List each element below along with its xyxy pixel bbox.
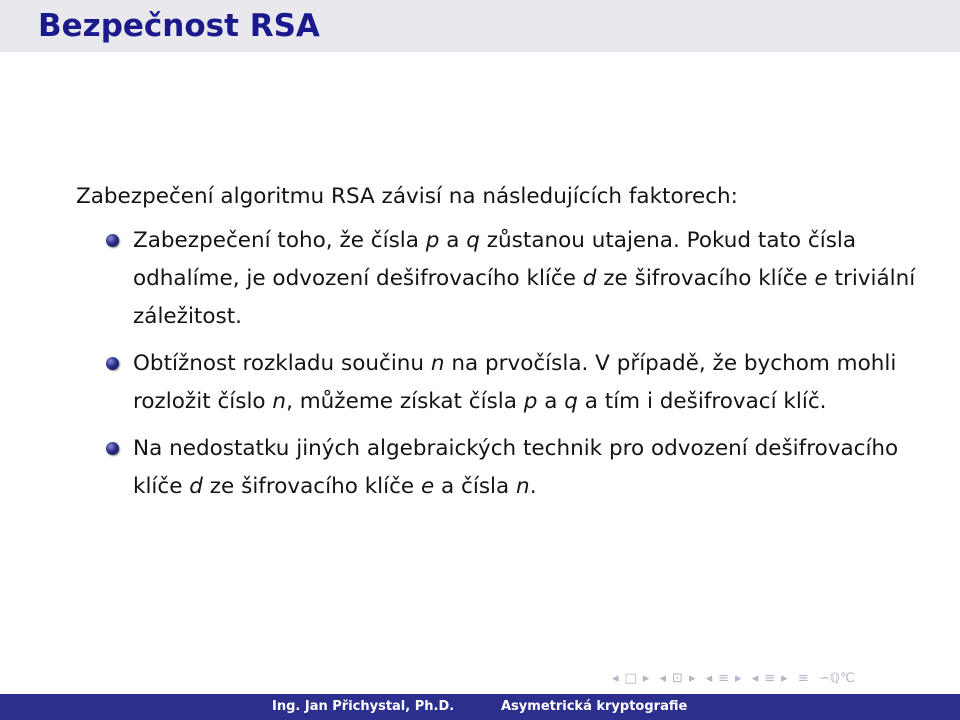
doc-prev-icon[interactable]: ◂ [751,671,759,686]
doc-next-icon[interactable]: ▸ [781,671,788,686]
bullet-item-1: Zabezpečení toho, že čísla p a q zůstanou utajena. Pokud tato čísla odhalíme, je odvození dešifrovacího klíče d ze šifrovacího klíče e triviální záležitost. [76,222,916,336]
section-icon[interactable]: ≡ [718,671,730,686]
footer-topic: Asymetrická kryptografie [501,699,688,714]
doc-icon[interactable]: ≡ [764,671,776,686]
frame-prev-icon[interactable]: ◂ [612,671,619,686]
align-icon[interactable]: ≡ [797,671,809,686]
bullet-list [76,222,916,506]
subsection-icon[interactable]: ⊡ [672,671,683,686]
title-bar [0,0,960,52]
footer-author: Ing. Jan Přichystal, Ph.D. [272,699,455,714]
frame-icon[interactable]: □ [624,671,637,686]
beamer-navigation [612,666,861,692]
section-next-icon[interactable]: ▸ [735,671,742,686]
footer-author-box [0,694,480,720]
slide-content [76,178,916,515]
footer [0,694,960,720]
bullet-item-3: Na nedostatku jiných algebraických technik pro odvození dešifrovacího klíče d ze šifrovacího klíče e a čísla n. [76,430,916,506]
footer-topic-box [480,694,960,720]
search-icon[interactable]: ∽ℚ℃ [818,671,855,686]
bullet-icon [106,357,119,370]
bullet-icon [106,234,119,247]
bullet-item-2: Obtížnost rozkladu součinu n na prvočísla. V případě, že bychom mohli rozložit číslo n, můžeme získat čísla p a q a tím i dešifrovací klíč. [76,345,916,421]
slide-title: Bezpečnost RSA [38,8,320,44]
intro-text: Zabezpečení algoritmu RSA závisí na následujících faktorech: [76,184,738,209]
subsection-prev-icon[interactable]: ◂ [659,671,667,686]
section-prev-icon[interactable]: ◂ [705,671,713,686]
subsection-next-icon[interactable]: ▸ [688,671,696,686]
frame-next-icon[interactable]: ▸ [642,671,650,686]
bullet-icon [106,442,119,455]
